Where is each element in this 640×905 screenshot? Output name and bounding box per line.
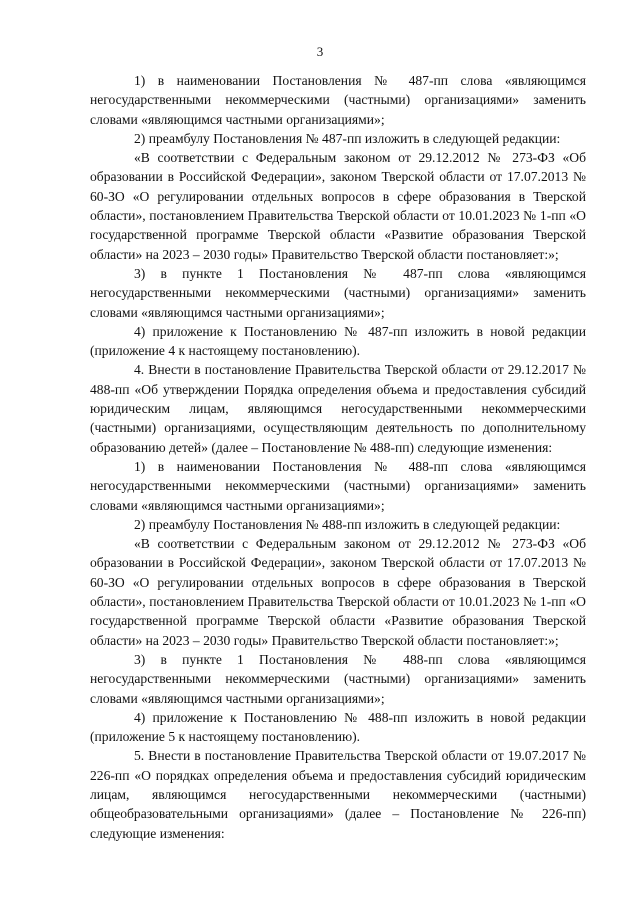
paragraph-488-appendix-change: 4) приложение к Постановлению № 488-пп изложить в новой редакции (приложение 5 к настоящему постановлению). [90,709,586,745]
page-number: 3 [316,44,324,59]
paragraph-488-point-1-change: 3) в пункте 1 Постановления № 488-пп слова «являющимся негосударственными некоммерческими (частными) организациями» заменить словами «являющимся частными организациями»; [90,651,586,706]
paragraph-487-preamble-intro: 2) преамбулу Постановления № 487-пп изложить в следующей редакции: [134,130,561,146]
paragraph-487-appendix-change: 4) приложение к Постановлению № 487-пп изложить в новой редакции (приложение 4 к настоящему постановлению). [90,323,586,359]
paragraph-section-5: 5. Внести в постановление Правительства Тверской области от 19.07.2017 № 226-пп «О порядках определения объема и предоставления субсидий юридическим лицам, являющимся негосударственными некоммерческими (частными) общеобразовательными организациями» (далее – Постановление № 226-пп) следующие изменения: [90,748,586,841]
document-body [90,71,586,843]
paragraph-487-preamble-text: «В соответствии с Федеральным законом от 29.12.2012 № 273-ФЗ «Об образовании в Российской Федерации», законом Тверской области от 17.07.2013 № 60-ЗО «О регулировании отдельных вопросов в сфере образования в Тверской области», постановлением Правительства Тверской области от 10.01.2023 № 1-пп «О государственной программе Тверской области «Развитие образования Тверской области» на 2023 – 2030 годы» Правительство Тверской области постановляет:»; [90,150,586,262]
paragraph-487-title-change: 1) в наименовании Постановления № 487-пп слова «являющимся негосударственными некоммерческими (частными) организациями» заменить словами «являющимся частными организациями»; [90,73,586,127]
paragraph-487-point-1-change: 3) в пункте 1 Постановления № 487-пп слова «являющимся негосударственными некоммерческими (частными) организациями» заменить словами «являющимся частными организациями»; [90,265,586,320]
paragraph-section-4: 4. Внести в постановление Правительства Тверской области от 29.12.2017 № 488-пп «Об утверждении Порядка определения объема и предоставления субсидий юридическим лицам, являющимся негосударственными некоммерческими (частными) организациями, осуществляющим деятельность по дополнительному образованию детей» (далее – Постановление № 488-пп) следующие изменения: [90,362,586,455]
paragraph-488-title-change: 1) в наименовании Постановления № 488-пп слова «являющимся негосударственными некоммерческими (частными) организациями» заменить словами «являющимся частными организациями»; [90,458,586,513]
paragraph-488-preamble-intro: 2) преамбулу Постановления № 488-пп изложить в следующей редакции: [134,516,561,532]
paragraph-488-preamble-text: «В соответствии с Федеральным законом от 29.12.2012 № 273-ФЗ «Об образовании в Российской Федерации», законом Тверской области от 17.07.2013 № 60-ЗО «О регулировании отдельных вопросов в сфере образования в Тверской области», постановлением Правительства Тверской области от 10.01.2023 № 1-пп «О государственной программе Тверской области «Развитие образования Тверской области» на 2023 – 2030 годы» Правительство Тверской области постановляет:»; [90,536,586,648]
